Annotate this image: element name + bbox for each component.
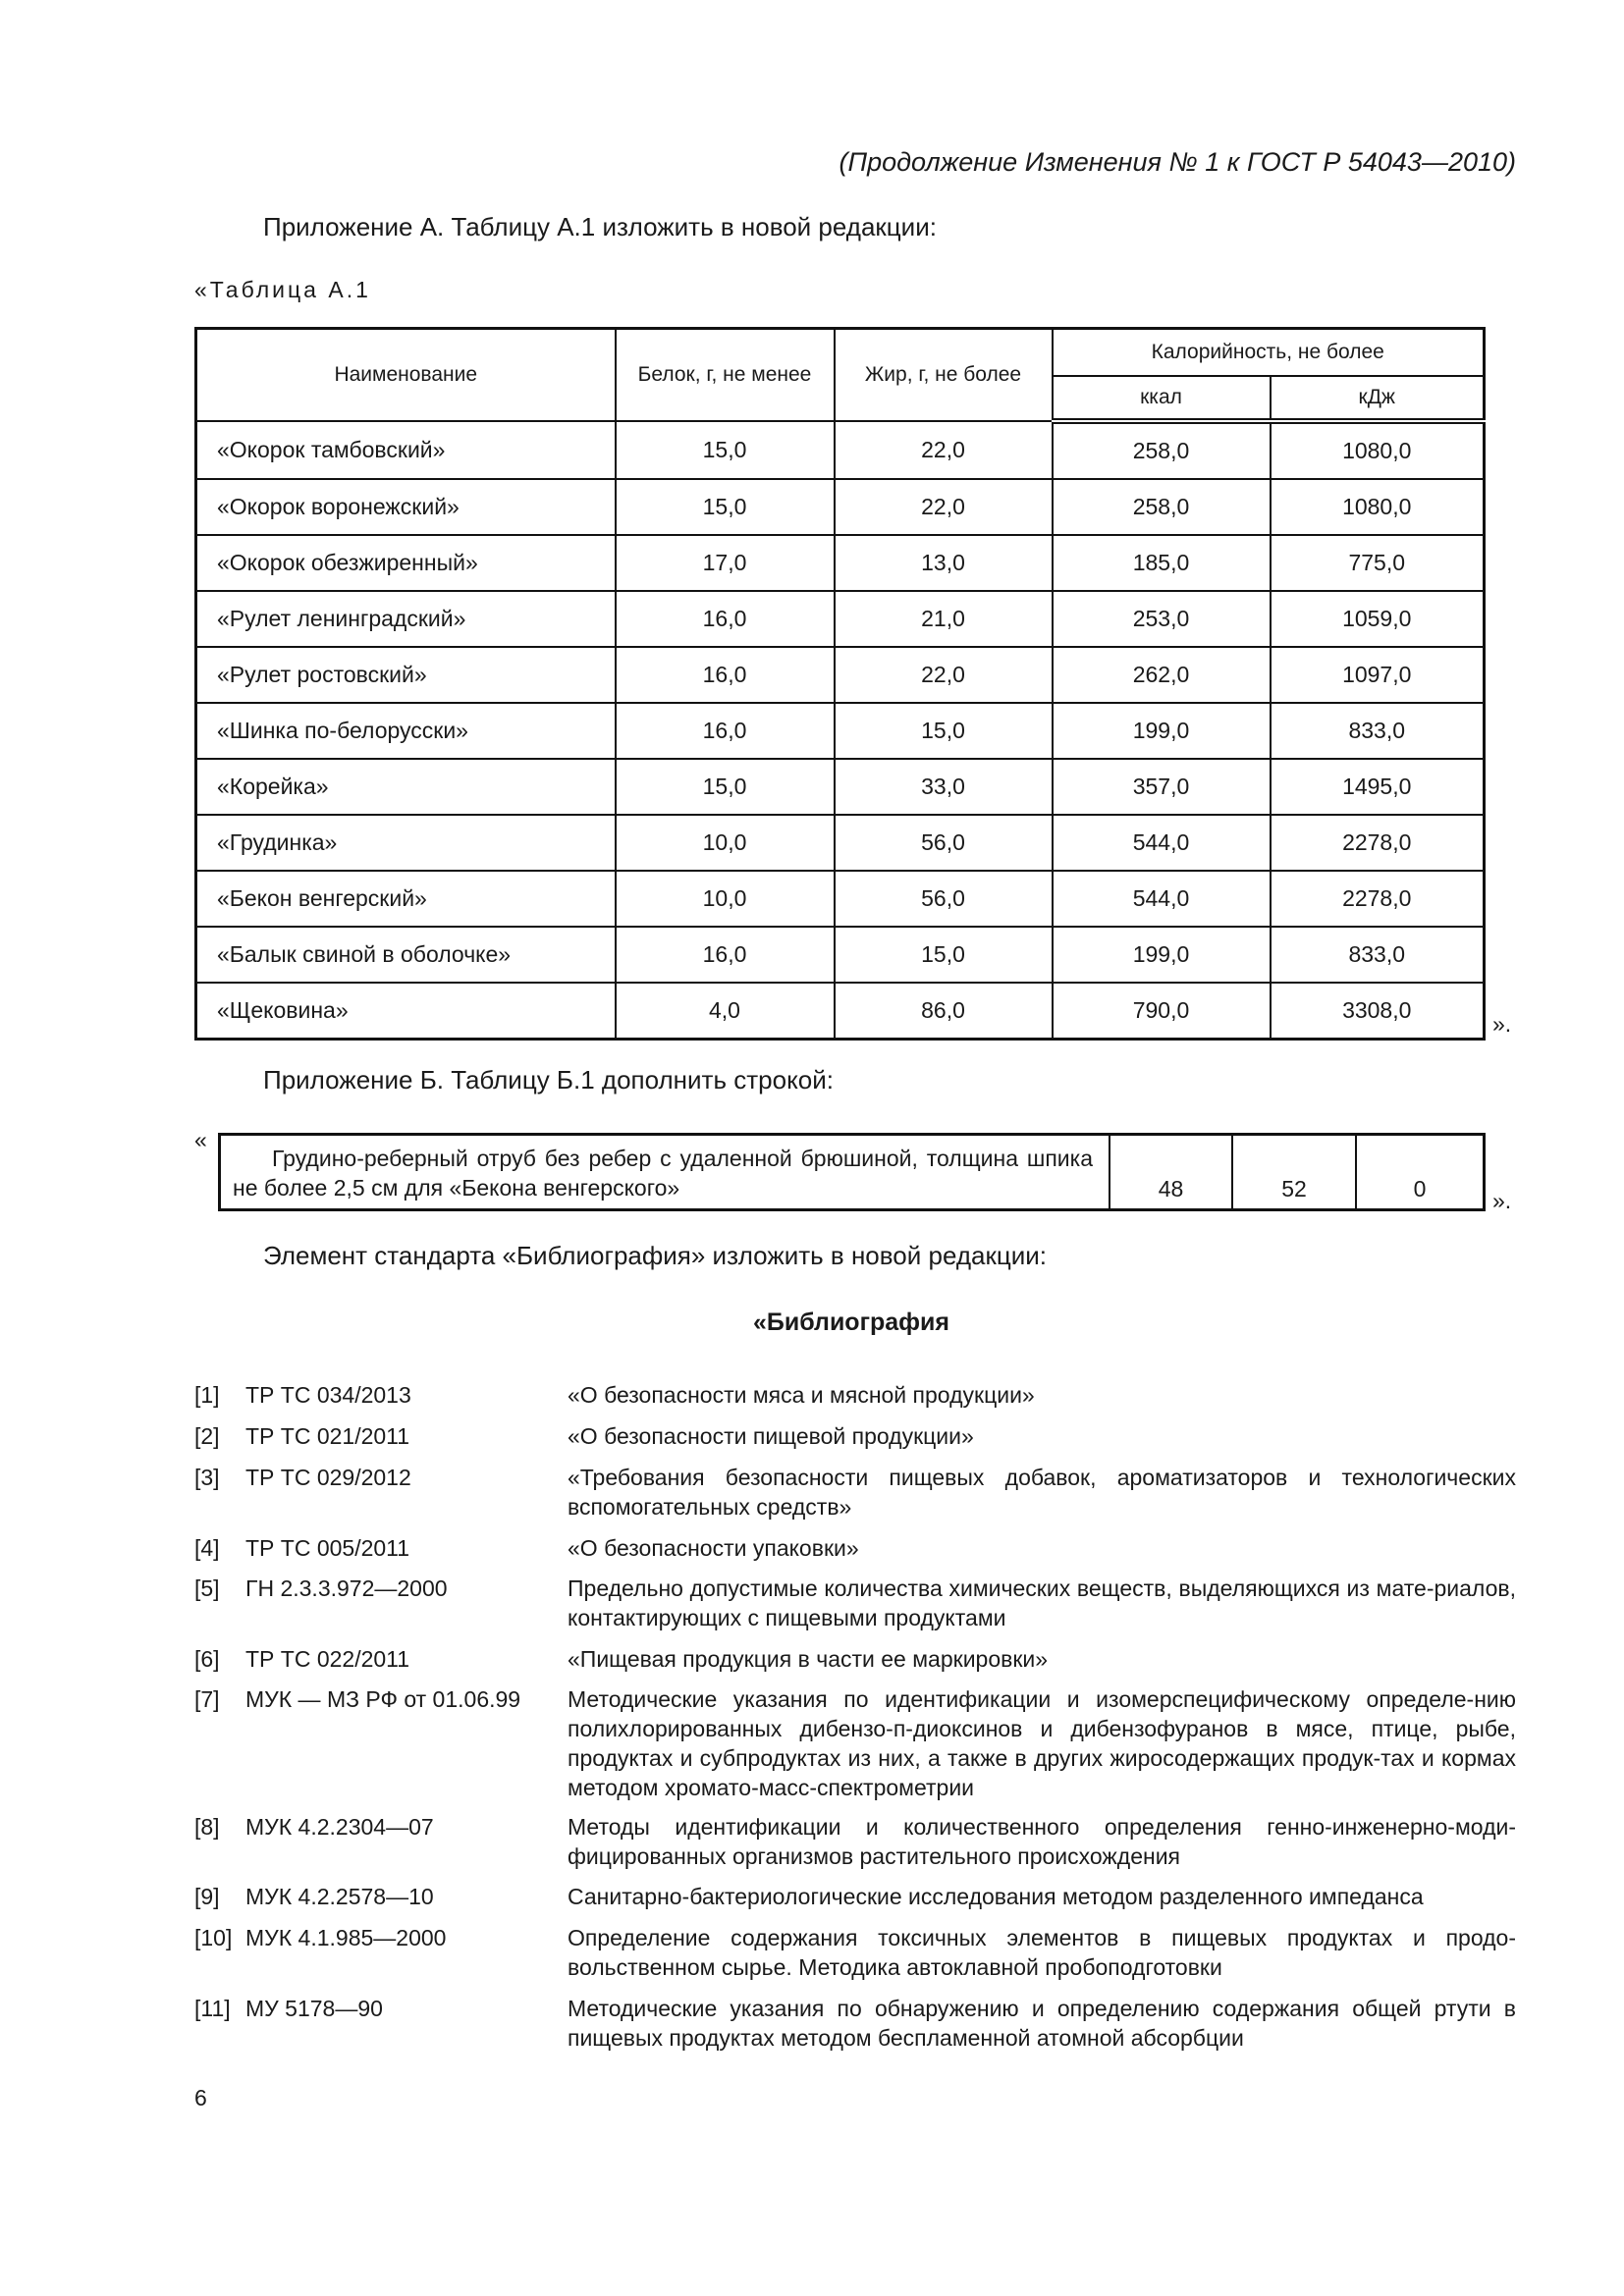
cell-value: 790,0 (1053, 983, 1271, 1040)
cell-value: 253,0 (1053, 591, 1271, 647)
cell-value: 258,0 (1053, 421, 1271, 479)
table-a1 (194, 327, 1486, 1041)
cell-name: «Окорок обезжиренный» (196, 535, 616, 591)
bibliography-text: Методы идентификации и количественного определения генно-инженерно-моди-фицированных организмов растительного происхождения (568, 1814, 1516, 1869)
paragraph-bibliography: Элемент стандарта «Библиография» изложить в новой редакции: (263, 1241, 1048, 1270)
table-row (196, 421, 1485, 479)
cell-value: 33,0 (835, 759, 1053, 815)
table-b1-row (218, 1133, 1486, 1211)
bibliography-code: МУ 5178—90 (245, 1996, 383, 2021)
header-kj: кДж (1271, 376, 1485, 421)
bibliography-text: Предельно допустимые количества химических веществ, выделяющихся из мате-риалов, контактирующих с пищевыми продуктами (568, 1575, 1516, 1630)
cell-value: 22,0 (835, 647, 1053, 703)
cell-value: 1080,0 (1271, 479, 1485, 535)
cell-value: 1059,0 (1271, 591, 1485, 647)
cell-value: 4,0 (616, 983, 835, 1040)
bibliography-text: «Пищевая продукция в части ее маркировки» (568, 1646, 1049, 1672)
header-protein: Белок, г, не менее (616, 329, 835, 421)
cell-value: 16,0 (616, 703, 835, 759)
cell-name: «Корейка» (196, 759, 616, 815)
cell-value: 544,0 (1053, 871, 1271, 927)
cell-value: 0 (1356, 1135, 1485, 1210)
cell-value: 13,0 (835, 535, 1053, 591)
cell-value: 86,0 (835, 983, 1053, 1040)
cell-value: 16,0 (616, 927, 835, 983)
page-number: 6 (194, 2085, 207, 2110)
cell-value: 15,0 (835, 927, 1053, 983)
cell-name: «Рулет ростовский» (196, 647, 616, 703)
cell-value: 16,0 (616, 647, 835, 703)
table-row (196, 815, 1485, 871)
cell-value: 10,0 (616, 871, 835, 927)
header-kcal: ккал (1053, 376, 1271, 421)
table-row (196, 479, 1485, 535)
open-quote-b: « (194, 1127, 207, 1152)
cell-name: «Шинка по-белорусски» (196, 703, 616, 759)
bibliography-code: ТР ТС 022/2011 (245, 1646, 410, 1672)
cell-name: «Окорок воронежский» (196, 479, 616, 535)
header-calories: Калорийность, не более (1053, 329, 1485, 376)
bibliography-num: [3] (194, 1465, 220, 1490)
bibliography-num: [6] (194, 1646, 220, 1672)
bibliography-code: ТР ТС 005/2011 (245, 1535, 410, 1561)
cell-value: 357,0 (1053, 759, 1271, 815)
bibliography-num: [10] (194, 1925, 233, 1950)
bibliography-code: ТР ТС 021/2011 (245, 1423, 410, 1449)
cell-value: 833,0 (1271, 703, 1485, 759)
cell-value: 52 (1232, 1135, 1356, 1210)
cell-name: «Бекон венгерский» (196, 871, 616, 927)
cell-value: 56,0 (835, 815, 1053, 871)
cell-name: «Грудинка» (196, 815, 616, 871)
cell-value: 258,0 (1053, 479, 1271, 535)
cell-value: 199,0 (1053, 703, 1271, 759)
table-row (196, 703, 1485, 759)
cell-value: 22,0 (835, 479, 1053, 535)
table-row (196, 591, 1485, 647)
bibliography-text: «О безопасности мяса и мясной продукции» (568, 1382, 1035, 1408)
table-row (196, 871, 1485, 927)
table-row (196, 535, 1485, 591)
table-row (196, 927, 1485, 983)
cell-value: 3308,0 (1271, 983, 1485, 1040)
bibliography-num: [7] (194, 1686, 220, 1712)
bibliography-code: МУК 4.1.985—2000 (245, 1925, 447, 1950)
paragraph-appendix-a: Приложение А. Таблицу А.1 изложить в новой редакции: (263, 212, 937, 241)
cell-value: 48 (1110, 1135, 1232, 1210)
bibliography-title: «Библиография (753, 1308, 949, 1336)
cell-value: 21,0 (835, 591, 1053, 647)
header-fat: Жир, г, не более (835, 329, 1053, 421)
cell-value: 185,0 (1053, 535, 1271, 591)
cell-value: 833,0 (1271, 927, 1485, 983)
bibliography-text: «Требования безопасности пищевых добавок, ароматизаторов и технологических вспомогательных средств» (568, 1465, 1516, 1520)
table-a-caption: «Таблица А.1 (194, 277, 371, 302)
table-row (196, 983, 1485, 1040)
cell-name: «Щековина» (196, 983, 616, 1040)
bibliography-num: [5] (194, 1575, 220, 1601)
paragraph-appendix-b: Приложение Б. Таблицу Б.1 дополнить строкой: (263, 1065, 834, 1095)
cell-value: 15,0 (616, 759, 835, 815)
cell-value: 199,0 (1053, 927, 1271, 983)
close-quote-a: ». (1492, 1011, 1512, 1037)
cell-value: 1495,0 (1271, 759, 1485, 815)
cell-value: 2278,0 (1271, 815, 1485, 871)
cell-name: «Рулет ленинградский» (196, 591, 616, 647)
bibliography-text: «О безопасности пищевой продукции» (568, 1423, 974, 1449)
cell-value: 56,0 (835, 871, 1053, 927)
cell-description: Грудино-реберный отруб без ребер с удаленной брюшиной, толщина шпика не более 2,5 см для «Бекона венгерского» (220, 1135, 1110, 1210)
bibliography-num: [11] (194, 1996, 231, 2021)
header-name: Наименование (196, 329, 616, 421)
bibliography-code: ТР ТС 034/2013 (245, 1382, 411, 1408)
cell-value: 15,0 (616, 479, 835, 535)
bibliography-text: Санитарно-бактериологические исследования методом разделенного импеданса (568, 1884, 1424, 1909)
cell-value: 15,0 (616, 421, 835, 479)
bibliography-code: ГН 2.3.3.972—2000 (245, 1575, 448, 1601)
close-quote-b: ». (1492, 1188, 1512, 1213)
cell-name: «Балык свиной в оболочке» (196, 927, 616, 983)
cell-value: 1097,0 (1271, 647, 1485, 703)
cell-value: 262,0 (1053, 647, 1271, 703)
bibliography-code: МУК 4.2.2304—07 (245, 1814, 434, 1840)
bibliography-code: ТР ТС 029/2012 (245, 1465, 411, 1490)
bibliography-num: [4] (194, 1535, 220, 1561)
bibliography-text: Методические указания по идентификации и изомерспецифическому определе-нию полихлорированных дибензо-п-диоксинов и дибензофуранов в мясе, птице, рыбе, продуктах и субпродуктах из них, а также в других жиросодержащих продук-тах и кормах методом хромато-масс-спектрометрии (568, 1686, 1516, 1800)
cell-value: 775,0 (1271, 535, 1485, 591)
table-row (196, 759, 1485, 815)
bibliography-code: МУК — МЗ РФ от 01.06.99 (245, 1686, 521, 1712)
cell-value: 15,0 (835, 703, 1053, 759)
running-header: (Продолжение Изменения № 1 к ГОСТ Р 54043—2010) (839, 147, 1516, 177)
cell-value: 17,0 (616, 535, 835, 591)
bibliography-num: [1] (194, 1382, 220, 1408)
bibliography-code: МУК 4.2.2578—10 (245, 1884, 434, 1909)
bibliography-num: [8] (194, 1814, 220, 1840)
bibliography-num: [2] (194, 1423, 220, 1449)
bibliography-text: «О безопасности упаковки» (568, 1535, 859, 1561)
cell-value: 2278,0 (1271, 871, 1485, 927)
cell-value: 1080,0 (1271, 421, 1485, 479)
bibliography-text: Методические указания по обнаружению и определению содержания общей ртути в пищевых продуктах методом беспламенной атомной абсорбции (568, 1996, 1516, 2051)
cell-value: 16,0 (616, 591, 835, 647)
cell-name: «Окорок тамбовский» (196, 421, 616, 479)
cell-value: 544,0 (1053, 815, 1271, 871)
bibliography-text: Определение содержания токсичных элементов в пищевых продуктах и продо-вольственном сырье. Методика автоклавной пробоподготовки (568, 1925, 1516, 1980)
cell-value: 22,0 (835, 421, 1053, 479)
table-row (196, 647, 1485, 703)
cell-value: 10,0 (616, 815, 835, 871)
bibliography-num: [9] (194, 1884, 220, 1909)
table-row (220, 1135, 1485, 1210)
